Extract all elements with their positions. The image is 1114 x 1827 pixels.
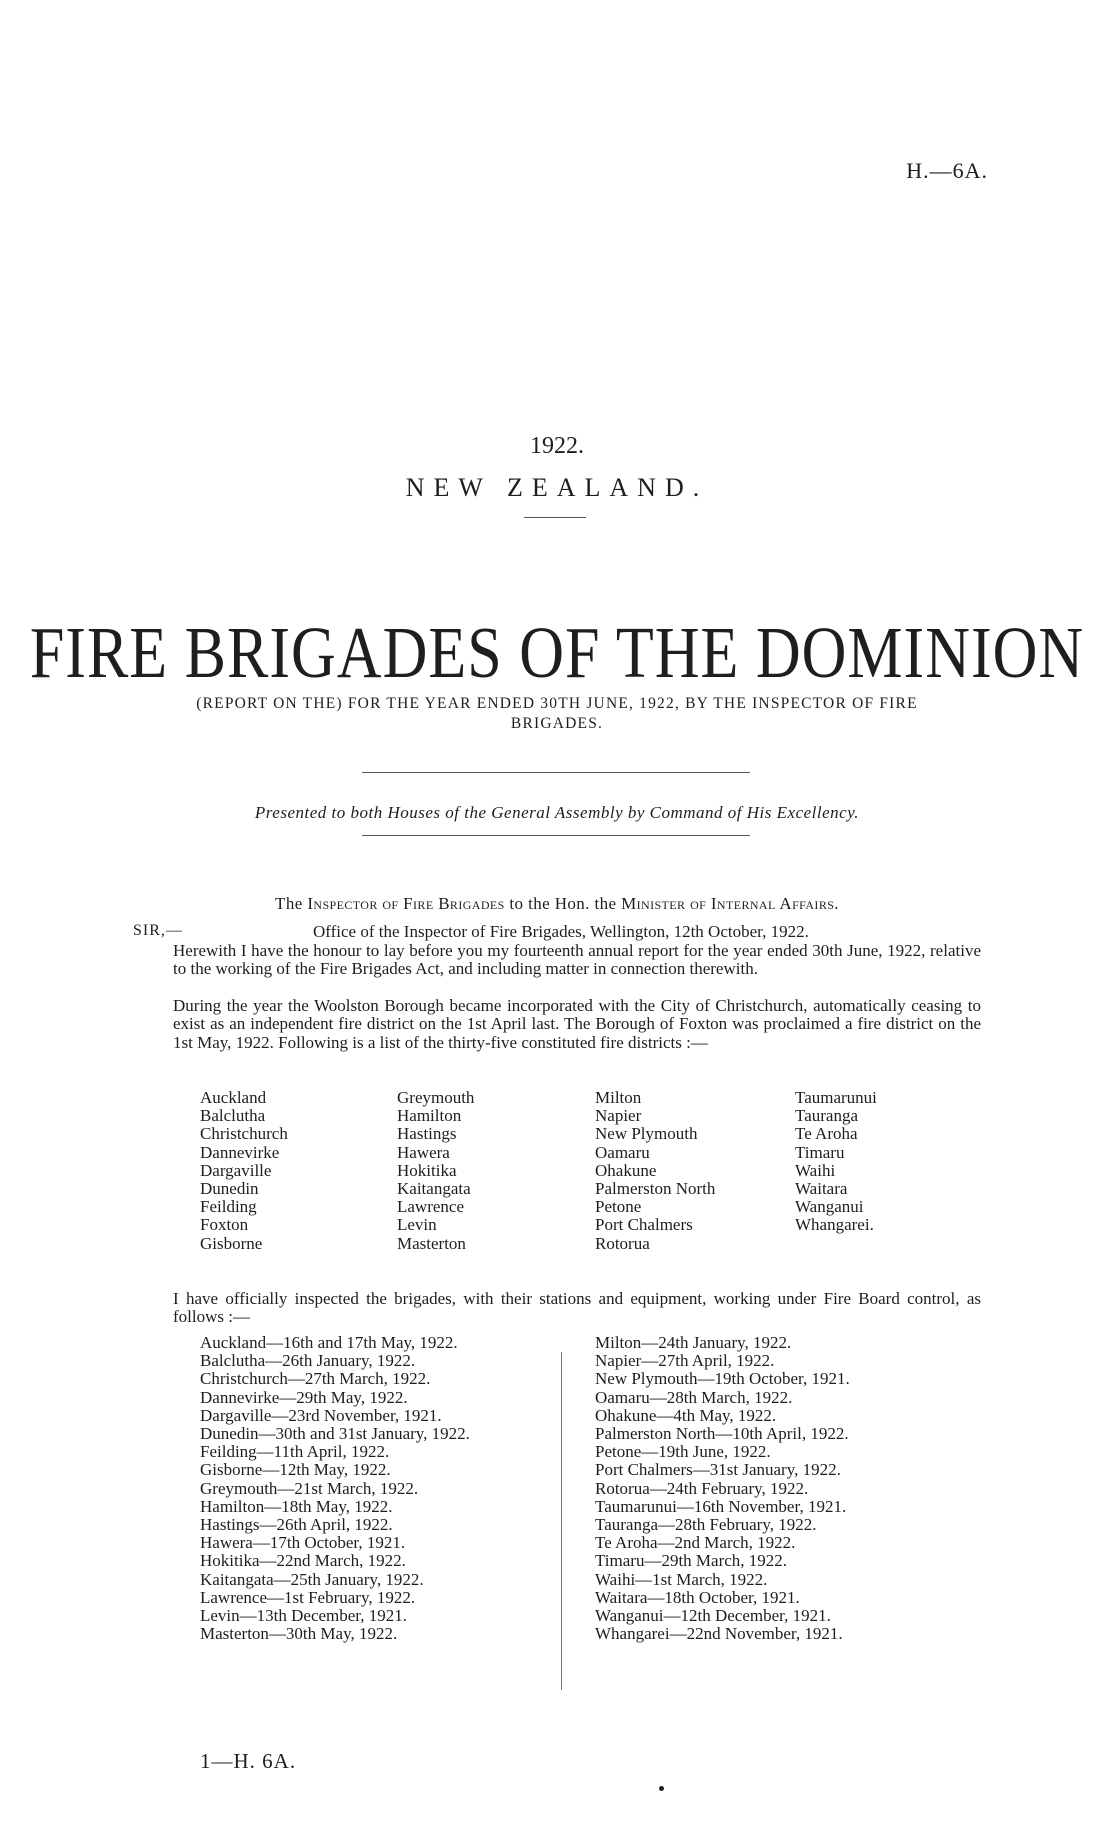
list-item: Hokitika [397, 1160, 457, 1180]
list-item: Dunedin—30th and 31st January, 1922. [200, 1424, 470, 1444]
list-item: Milton [595, 1088, 642, 1107]
list-item: Ohakune [595, 1160, 657, 1180]
list-item: Whangarei—22nd November, 1921. [595, 1624, 843, 1644]
list-item: Wanganui [795, 1197, 864, 1217]
list-item: Taumarunui [795, 1088, 877, 1107]
list-item: Levin [397, 1215, 437, 1235]
report-subtitle: (REPORT ON THE) FOR THE YEAR ENDED 30TH JUNE, 1922, BY THE INSPECTOR OF FIRE BRIGADES. [196, 695, 918, 732]
list-item: Oamaru [595, 1142, 650, 1162]
list-item: Waitara—18th October, 1921. [595, 1587, 800, 1607]
inspection-list-right [595, 1334, 850, 1643]
list-item: Feilding [200, 1197, 257, 1217]
list-item: Waihi [795, 1160, 836, 1180]
list-item: Levin—13th December, 1921. [200, 1606, 408, 1626]
list-item: Hastings—26th April, 1922. [200, 1515, 393, 1535]
column-divider [561, 1352, 562, 1690]
list-item: Timaru—29th March, 1922. [595, 1551, 788, 1571]
salutation: SIR,— [133, 922, 183, 939]
list-item: Timaru [795, 1142, 845, 1162]
divider [362, 835, 750, 836]
list-item: Christchurch [200, 1124, 288, 1144]
list-item: Gisborne [200, 1233, 263, 1253]
list-item: Te Aroha—2nd March, 1922. [595, 1533, 796, 1553]
list-item: Masterton [397, 1233, 466, 1253]
list-item: Kaitangata [397, 1179, 471, 1199]
list-item: Dunedin [200, 1179, 259, 1199]
divider [524, 517, 586, 518]
list-item: Tauranga—28th February, 1922. [595, 1515, 817, 1535]
document-code: H.—6A. [906, 158, 988, 183]
list-item: Hamilton [397, 1106, 462, 1126]
list-item: Petone—19th June, 1922. [595, 1442, 771, 1462]
list-item: Port Chalmers—31st January, 1922. [595, 1460, 841, 1480]
district-column-1 [200, 1089, 288, 1253]
paragraph-1: Herewith I have the honour to lay before you my fourteenth annual report for the year ended 30th June, 1922, relative to the working of the Fire Brigades Act, and including matter in connection therewith. [173, 941, 981, 979]
list-item: Hokitika—22nd March, 1922. [200, 1551, 406, 1571]
list-item: Lawrence [397, 1197, 465, 1217]
list-item: Whangarei. [795, 1215, 874, 1235]
list-item: Lawrence—1st February, 1922. [200, 1587, 416, 1607]
list-item: Palmerston North [595, 1179, 716, 1199]
list-item: Hamilton—18th May, 1922. [200, 1496, 393, 1516]
district-column-3 [595, 1089, 715, 1253]
list-item: Napier—27th April, 1922. [595, 1351, 775, 1371]
list-item: Waitara [795, 1179, 848, 1199]
list-item: Balclutha—26th January, 1922. [200, 1351, 416, 1371]
presented-line: Presented to both Houses of the General Assembly by Command of His Excellency. [254, 803, 860, 822]
list-item: Dargaville—23rd November, 1921. [200, 1405, 442, 1425]
list-item: Greymouth [397, 1088, 475, 1107]
list-item: Auckland—16th and 17th May, 1922. [200, 1333, 458, 1352]
district-column-2 [397, 1089, 474, 1253]
list-item: Milton—24th January, 1922. [595, 1333, 792, 1352]
list-item: Balclutha [200, 1106, 266, 1126]
list-item: Masterton—30th May, 1922. [200, 1624, 398, 1644]
list-item: Napier [595, 1106, 642, 1126]
district-column-4 [795, 1089, 877, 1235]
list-item: Foxton [200, 1215, 249, 1235]
list-item: Hawera—17th October, 1921. [200, 1533, 406, 1553]
list-item: Gisborne—12th May, 1922. [200, 1460, 391, 1480]
list-item: Christchurch—27th March, 1922. [200, 1369, 431, 1389]
list-item: Feilding—11th April, 1922. [200, 1442, 390, 1462]
paragraph-2: During the year the Woolston Borough became incorporated with the City of Christchurch, automatically ceasing to exist as an independent fire district on the 1st April last. The Borough of Foxton was proclaimed a fire district on the 1st May, 1922. Following is a list of the thirty-five constituted fire districts :— [173, 996, 981, 1052]
list-item: Rotorua [595, 1233, 650, 1253]
report-title: FIRE BRIGADES OF THE DOMINION [29, 613, 1085, 694]
list-item: Dargaville [200, 1160, 272, 1180]
list-item: Greymouth—21st March, 1922. [200, 1478, 419, 1498]
list-item: Wanganui—12th December, 1921. [595, 1606, 831, 1626]
office-line: Office of the Inspector of Fire Brigades, Wellington, 12th October, 1922. [313, 922, 809, 941]
list-item: Dannevirke—29th May, 1922. [200, 1387, 408, 1407]
list-item: Hastings [397, 1124, 457, 1144]
list-item: Kaitangata—25th January, 1922. [200, 1569, 424, 1589]
list-item: Palmerston North—10th April, 1922. [595, 1424, 849, 1444]
ink-dot [659, 1786, 664, 1791]
list-item: Ohakune—4th May, 1922. [595, 1405, 777, 1425]
list-item: Rotorua—24th February, 1922. [595, 1478, 809, 1498]
paragraph-3: I have officially inspected the brigades, with their stations and equipment, working under Fire Board control, as follows :— [173, 1289, 981, 1327]
list-item: Port Chalmers [595, 1215, 693, 1235]
list-item: Tauranga [795, 1106, 858, 1126]
list-item: Taumarunui—16th November, 1921. [595, 1496, 847, 1516]
country-heading: NEW ZEALAND. [405, 473, 709, 502]
address-line: The Inspector of Fire Brigades to the Hon. the Minister of Internal Affairs. [275, 894, 839, 913]
list-item: Auckland [200, 1088, 267, 1107]
list-item: New Plymouth [595, 1124, 698, 1144]
divider [362, 772, 750, 773]
list-item: Waihi—1st March, 1922. [595, 1569, 768, 1589]
list-item: New Plymouth—19th October, 1921. [595, 1369, 850, 1389]
inspection-list-left [200, 1334, 470, 1643]
year-heading: 1922. [530, 433, 584, 459]
list-item: Petone [595, 1197, 642, 1217]
list-item: Te Aroha [795, 1124, 858, 1144]
page-footer: 1—H. 6A. [200, 1749, 297, 1773]
list-item: Hawera [397, 1142, 450, 1162]
list-item: Dannevirke [200, 1142, 280, 1162]
list-item: Oamaru—28th March, 1922. [595, 1387, 793, 1407]
